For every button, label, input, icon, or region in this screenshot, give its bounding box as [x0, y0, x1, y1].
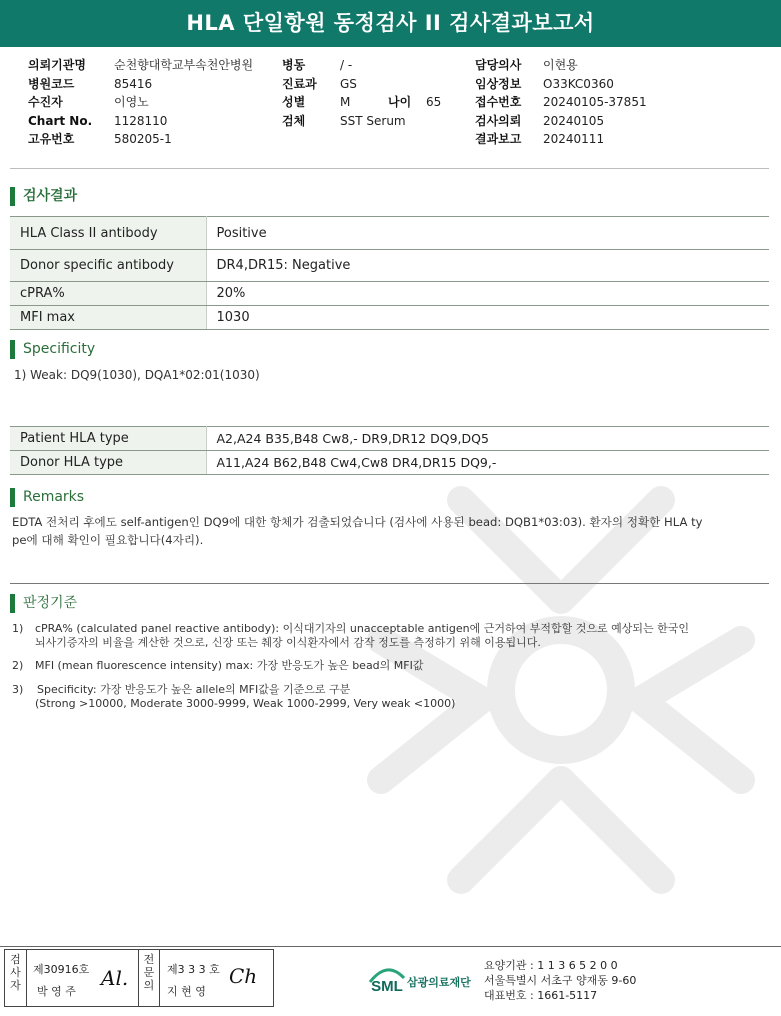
info-row: [475, 130, 647, 149]
criteria-item: [12, 659, 772, 673]
remarks-line: EDTA 전처리 후에도 self-antigen인 DQ9에 대한 항체가 검출되었습니다 (검사에 사용된 bead: DQB1*03:03). 환자의 정확한 HLA ty: [12, 515, 703, 529]
age-label: 나이: [388, 95, 412, 109]
hla-key: Donor HLA type: [10, 451, 206, 475]
info-row: [28, 112, 253, 131]
info-value: / -: [340, 58, 353, 72]
sml-logo-icon: [366, 960, 408, 998]
info-label: 고유번호: [28, 132, 75, 146]
info-label: 병동: [282, 58, 306, 72]
phone: 대표번호 : 1661-5117: [484, 989, 598, 1002]
info-label: 결과보고: [475, 132, 522, 146]
info-value: 85416: [114, 76, 153, 91]
info-label: Chart No.: [28, 113, 93, 128]
result-value: 20%: [206, 282, 769, 306]
examiner-name: 박 영 주: [37, 985, 76, 998]
info-row: [282, 75, 441, 94]
criteria-num: 3): [12, 683, 24, 696]
criteria-num: 1): [12, 622, 24, 635]
watermark-cross-icon: [341, 440, 781, 920]
criteria-item: [12, 622, 772, 650]
info-row: [282, 56, 441, 75]
info-row: [475, 75, 647, 94]
info-label: 검사의뢰: [475, 113, 522, 128]
info-col1: [28, 56, 253, 149]
info-value: M: [340, 95, 351, 109]
examiner-no: 제30916호: [33, 963, 90, 976]
org-name: 삼광의료재단: [407, 976, 471, 989]
table-row: [10, 250, 769, 282]
criteria-line: 뇌사기증자의 비율을 계산한 것으로, 신장 또는 췌장 이식환자에서 감작 정도를 측정하기 위해 이용됩니다.: [35, 636, 541, 649]
result-value: DR4,DR15: Negative: [206, 250, 769, 282]
criteria-line: cPRA% (calculated panel reactive antibody): 이식대기자의 unacceptable antigen에 근거하여 부적합할 것으로 예상되는 한국인: [35, 622, 689, 635]
info-value: 1128110: [114, 113, 168, 128]
info-value: 580205-1: [114, 132, 172, 146]
info-row: [282, 93, 441, 112]
org-address: [484, 958, 636, 1003]
info-label: 진료과: [282, 76, 317, 91]
section-title-specificity: Specificity: [10, 340, 95, 359]
table-row: [10, 306, 769, 330]
table-row: [10, 451, 769, 475]
footer-divider: [0, 946, 781, 947]
info-value: SST Serum: [340, 113, 406, 128]
reviewer-label: 전문의: [138, 950, 160, 1006]
specificity-text: 1) Weak: DQ9(1030), DQA1*02:01(1030): [14, 368, 260, 382]
section-title-criteria: 판정기준: [10, 594, 77, 613]
remarks-text: [12, 513, 772, 549]
hla-value: A11,A24 B62,B48 Cw4,Cw8 DR4,DR15 DQ9,-: [206, 451, 769, 475]
info-value: 20240111: [543, 132, 605, 146]
signature-box: [4, 949, 274, 1007]
examiner-signature: Al.: [101, 966, 129, 990]
results-table: [10, 216, 769, 330]
info-label: 성별: [282, 95, 306, 109]
reviewer-signature: Ch: [229, 964, 258, 988]
info-col2: [282, 56, 441, 130]
info-value: GS: [340, 76, 357, 91]
info-value: 20240105: [543, 113, 605, 128]
info-row: [28, 93, 253, 112]
info-value: 이현용: [543, 58, 578, 72]
info-row: [28, 130, 253, 149]
examiner-label: 검사자: [5, 950, 27, 1006]
result-value: 1030: [206, 306, 769, 330]
criteria-line: MFI (mean fluorescence intensity) max: 가장 반응도가 높은 bead의 MFI값: [35, 659, 424, 672]
report-title: HLA 단일항원 동정검사 II 검사결과보고서: [0, 0, 781, 47]
result-value: Positive: [206, 217, 769, 250]
reviewer-no: 제3 3 3 호: [167, 963, 220, 976]
info-label: 수진자: [28, 95, 63, 109]
criteria-divider: [10, 583, 769, 584]
info-label: 담당의사: [475, 58, 522, 72]
criteria-line: Specificity: 가장 반응도가 높은 allele의 MFI값을 기준으로 구분: [37, 683, 351, 696]
info-row: [475, 56, 647, 75]
info-value: 20240105-37851: [543, 95, 647, 109]
care-code: 요양기관 : 1 1 3 6 5 2 0 0: [484, 959, 618, 972]
logo-text: SML: [371, 978, 403, 995]
result-key: Donor specific antibody: [10, 250, 206, 282]
info-value: 이영노: [114, 95, 149, 109]
info-label: 검체: [282, 113, 306, 128]
result-key: cPRA%: [10, 282, 206, 306]
info-row: [475, 112, 647, 131]
table-row: [10, 427, 769, 451]
result-key: MFI max: [10, 306, 206, 330]
info-label: 의뢰기관명: [28, 58, 86, 72]
info-label: 임상정보: [475, 76, 522, 91]
table-row: [10, 282, 769, 306]
table-row: [10, 217, 769, 250]
section-title-remarks: Remarks: [10, 488, 84, 507]
criteria-num: 2): [12, 659, 24, 672]
hla-type-table: [10, 426, 769, 475]
info-row: [475, 93, 647, 112]
info-row: [28, 56, 253, 75]
info-value: O33KC0360: [543, 76, 614, 91]
age-value: 65: [426, 95, 442, 109]
reviewer-name: 지 현 영: [167, 985, 206, 998]
info-value: 순천향대학교부속천안병원: [114, 58, 254, 72]
info-row: [28, 75, 253, 94]
info-col3: [475, 56, 647, 149]
info-row: [282, 112, 441, 131]
section-title-results: 검사결과: [10, 187, 77, 206]
hla-value: A2,A24 B35,B48 Cw8,- DR9,DR12 DQ9,DQ5: [206, 427, 769, 451]
info-label: 병원코드: [28, 76, 75, 91]
result-key: HLA Class II antibody: [10, 217, 206, 250]
info-label: 접수번호: [475, 95, 522, 109]
remarks-line: pe에 대해 확인이 필요합니다(4자리).: [12, 533, 204, 547]
criteria-line: (Strong >10000, Moderate 3000-9999, Weak 1000-2999, Very weak <1000): [35, 697, 456, 710]
address: 서울특별시 서초구 양재동 9-60: [484, 974, 637, 987]
info-divider: [10, 168, 769, 169]
hla-key: Patient HLA type: [10, 427, 206, 451]
criteria-item: [12, 683, 772, 711]
